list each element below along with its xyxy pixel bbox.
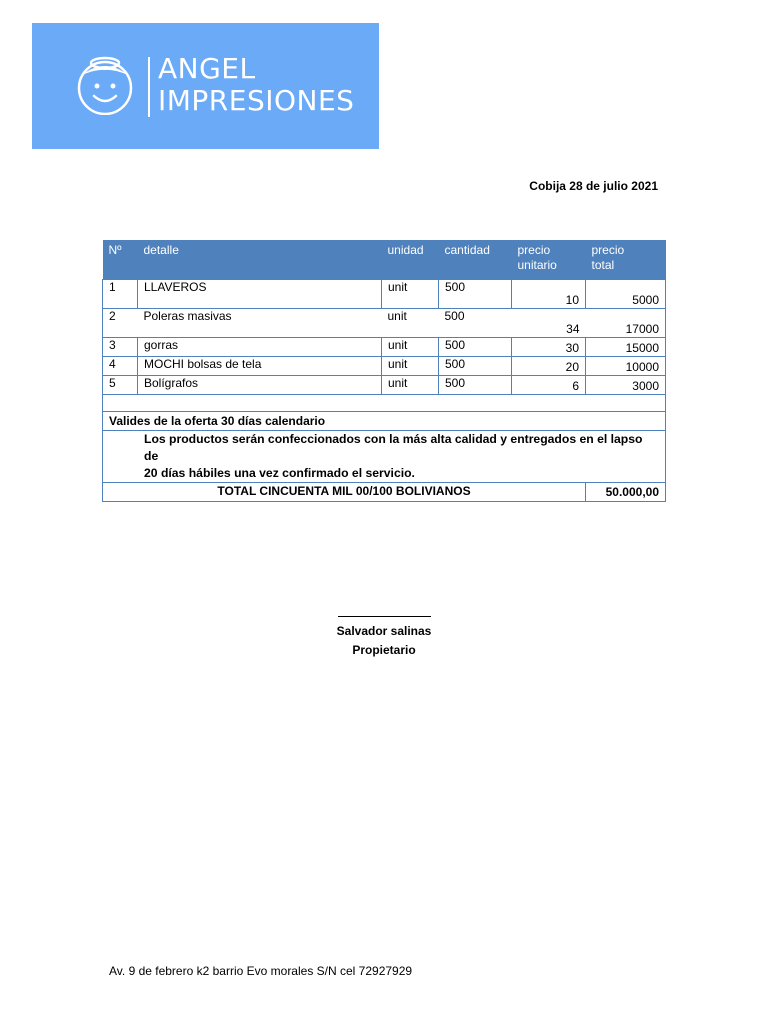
- cell-unidad: unit: [382, 338, 439, 357]
- cell-detalle: Bolígrafos: [138, 376, 382, 395]
- cell-unitario: 34: [512, 309, 586, 338]
- cell-total: 3000: [586, 376, 666, 395]
- cell-unidad: unit: [382, 376, 439, 395]
- cell-no: 5: [103, 376, 138, 395]
- quote-table: [102, 240, 666, 502]
- cell-total: 10000: [586, 357, 666, 376]
- note-row: [103, 431, 666, 483]
- signatory-name: Salvador salinas: [336, 624, 432, 638]
- cell-unitario: 30: [512, 338, 586, 357]
- cell-cantidad: 500: [439, 280, 512, 309]
- cell-total: 5000: [586, 280, 666, 309]
- header-precio-total-line1: precio: [591, 243, 625, 257]
- cell-cantidad: 500: [439, 338, 512, 357]
- table-row: [103, 376, 666, 395]
- validity-row: [103, 412, 666, 431]
- brand-line-1: ANGEL: [158, 52, 256, 85]
- total-value: 50.000,00: [586, 483, 666, 502]
- cell-unitario: 20: [512, 357, 586, 376]
- brand-name: [158, 53, 354, 117]
- header-unidad: unidad: [382, 240, 439, 280]
- header-precio-unitario-line2: unitario: [517, 258, 557, 272]
- cell-unidad: unit: [382, 309, 439, 338]
- cell-unitario: 6: [512, 376, 586, 395]
- cell-unidad: unit: [382, 280, 439, 309]
- cell-unidad: unit: [382, 357, 439, 376]
- cell-cantidad: 500: [439, 376, 512, 395]
- note-line-1: Los productos serán confeccionados con la más alta calidad y entregados en el lapso de: [144, 432, 643, 463]
- header-no: Nº: [103, 240, 138, 280]
- logo-divider: [148, 57, 150, 117]
- total-text: TOTAL CINCUENTA MIL 00/100 BOLIVIANOS: [103, 483, 586, 502]
- cell-no: 4: [103, 357, 138, 376]
- cell-detalle: Poleras masivas: [138, 309, 382, 338]
- cell-detalle: LLAVEROS: [138, 280, 382, 309]
- validity-text: Valides de la oferta 30 días calendario: [103, 412, 666, 431]
- table-row: [103, 280, 666, 309]
- cell-total: 15000: [586, 338, 666, 357]
- cell-cantidad: 500: [439, 309, 512, 338]
- footer-address: Av. 9 de febrero k2 barrio Evo morales S/N cel 72927929: [109, 964, 413, 978]
- spacer-row: [103, 395, 666, 412]
- cell-detalle: gorras: [138, 338, 382, 357]
- cell-no: 3: [103, 338, 138, 357]
- header-detalle: detalle: [138, 240, 382, 280]
- brand-line-2: IMPRESIONES: [158, 84, 355, 117]
- cell-total: 17000: [586, 309, 666, 338]
- signatory-role: Propietario: [352, 643, 416, 657]
- header-cantidad: cantidad: [439, 240, 512, 280]
- angel-face-icon: [74, 53, 136, 115]
- header-precio-unitario-line1: precio: [517, 243, 551, 257]
- header-precio-total-line2: total: [591, 258, 615, 272]
- cell-no: 1: [103, 280, 138, 309]
- logo-banner: [32, 23, 379, 149]
- cell-no: 2: [103, 309, 138, 338]
- document-date: Cobija 28 de julio 2021: [529, 179, 658, 193]
- table-header-row: [103, 240, 666, 280]
- signature-line: [338, 616, 431, 617]
- header-precio-total: [586, 240, 666, 280]
- total-row: [103, 483, 666, 502]
- table-row: [103, 357, 666, 376]
- cell-cantidad: 500: [439, 357, 512, 376]
- cell-detalle: MOCHI bolsas de tela: [138, 357, 382, 376]
- table-row: [103, 309, 666, 338]
- header-precio-unitario: [512, 240, 586, 280]
- table-row: [103, 338, 666, 357]
- note-line-2: 20 días hábiles una vez confirmado el servicio.: [144, 466, 415, 480]
- cell-unitario: 10: [512, 280, 586, 309]
